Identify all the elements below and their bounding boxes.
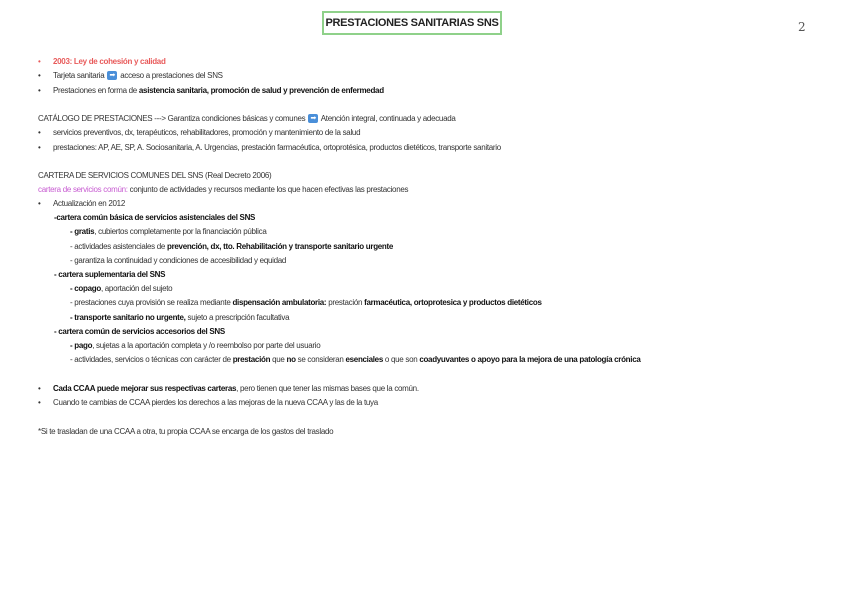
cartera-def-text: conjunto de actividades y recursos mediante los que hacen efectivas las prestaciones — [129, 185, 409, 194]
suplementaria-line-3 — [70, 313, 289, 323]
accesorios-heading — [54, 327, 225, 337]
acc-l2h: coadyuvantes o apoyo para la mejora de una patología crónica — [419, 355, 641, 364]
catalogo-heading — [38, 114, 456, 124]
supl-l2b: dispensación ambulatoria: — [232, 298, 327, 307]
catalogo-text-b: Atención integral, continuada y adecuada — [320, 114, 456, 123]
acc-l2c: que — [272, 355, 285, 364]
suplementaria-line-1 — [70, 284, 172, 294]
basica-line-2 — [70, 242, 393, 252]
acc-l2e: se consideran — [297, 355, 344, 364]
page-number: 2 — [798, 20, 806, 34]
page-title-text: PRESTACIONES SANITARIAS SNS — [325, 17, 499, 29]
basica-l2a: - actividades asistenciales de — [70, 242, 166, 251]
supl-l2a: - prestaciones cuya provisión se realiza mediante — [70, 298, 231, 307]
ccaa-line-2: • Cuando te cambias de CCAA pierdes los derechos a las mejoras de la nueva CCAA y las de la tuya — [53, 398, 378, 408]
acc-l1b: , sujetas a la aportación completa y /o reembolso por parte del usuario — [92, 341, 321, 350]
law-text: 2003: Ley de cohesión y calidad — [53, 57, 166, 66]
catalogo-item-2: • prestaciones: AP, AE, SP, A. Sociosanitaria, A. Urgencias, prestación farmacéutica, ortoprotésica, productos dietéticos, transporte sanitario — [53, 143, 501, 153]
supl-l2d: farmacéutica, ortoprotesica y productos dietéticos — [364, 298, 542, 307]
cartera-definition — [38, 185, 408, 195]
basica-heading — [54, 213, 255, 223]
forms-line — [53, 86, 384, 96]
forms-text-b: asistencia sanitaria, promoción de salud y prevención de enfermedad — [138, 86, 384, 95]
acc-l2f: esenciales — [345, 355, 383, 364]
ccaa-l1b: , pero tienen que tener las mismas bases que la común. — [236, 384, 419, 393]
acc-l1a: - pago — [70, 341, 93, 350]
supl-l1b: , aportación del sujeto — [100, 284, 173, 293]
right-arrow-icon: ➡ — [308, 114, 318, 123]
supl-l2c: prestación — [328, 298, 363, 307]
basica-line-3: - garantiza la continuidad y condiciones de accesibilidad y equidad — [70, 256, 287, 265]
acc-l2g: o que son — [384, 355, 418, 364]
suplementaria-line-2 — [70, 298, 542, 308]
acc-l2b: prestación — [232, 355, 271, 364]
basica-line-1 — [70, 227, 267, 237]
right-arrow-icon: ➡ — [107, 71, 117, 80]
acc-l2a: - actividades, servicios o técnicas con carácter de — [70, 355, 231, 364]
basica-heading-text: -cartera común básica de servicios asistenciales del SNS — [54, 213, 256, 222]
cartera-def-term: cartera de servicios común: — [38, 185, 128, 194]
supl-l3b: sujeto a prescripción facultativa — [187, 313, 290, 322]
card-text-a: Tarjeta sanitaria — [53, 71, 105, 80]
catalogo-text-a: CATÁLOGO DE PRESTACIONES ---> Garantiza condiciones básicas y comunes — [38, 114, 306, 123]
suplementaria-heading — [54, 270, 165, 280]
page-title — [322, 11, 502, 35]
catalogo-item-1: • servicios preventivos, dx, terapéuticos, rehabilitadores, promoción y mantenimiento de la salud — [53, 128, 360, 138]
footnote: *Si te trasladan de una CCAA a otra, tu propia CCAA se encarga de los gastos del traslado — [38, 427, 334, 436]
accesorios-line-2 — [70, 355, 641, 365]
accesorios-line-1 — [70, 341, 320, 351]
ccaa-line-1 — [53, 384, 419, 394]
ccaa-l1a: Cada CCAA puede mejorar sus respectivas carteras — [53, 384, 237, 393]
basica-l1b: , cubiertos completamente por la financiación pública — [94, 227, 267, 236]
supl-l1a: - copago — [70, 284, 101, 293]
accesorios-heading-text: - cartera común de servicios accesorios del SNS — [54, 327, 225, 336]
suplementaria-heading-text: - cartera suplementaria del SNS — [54, 270, 166, 279]
forms-text-a: Prestaciones en forma de — [53, 86, 137, 95]
cartera-heading: CARTERA DE SERVICIOS COMUNES DEL SNS (Real Decreto 2006) — [38, 171, 272, 180]
card-line — [53, 71, 223, 81]
law-line — [53, 57, 166, 67]
basica-l2b: prevención, dx, tto. Rehabilitación y transporte sanitario urgente — [167, 242, 394, 251]
supl-l3a: - transporte sanitario no urgente, — [70, 313, 186, 322]
basica-l1a: - gratis — [70, 227, 95, 236]
cartera-update: • Actualización en 2012 — [53, 199, 125, 209]
card-text-b: acceso a prestaciones del SNS — [120, 71, 223, 80]
acc-l2d: no — [286, 355, 296, 364]
